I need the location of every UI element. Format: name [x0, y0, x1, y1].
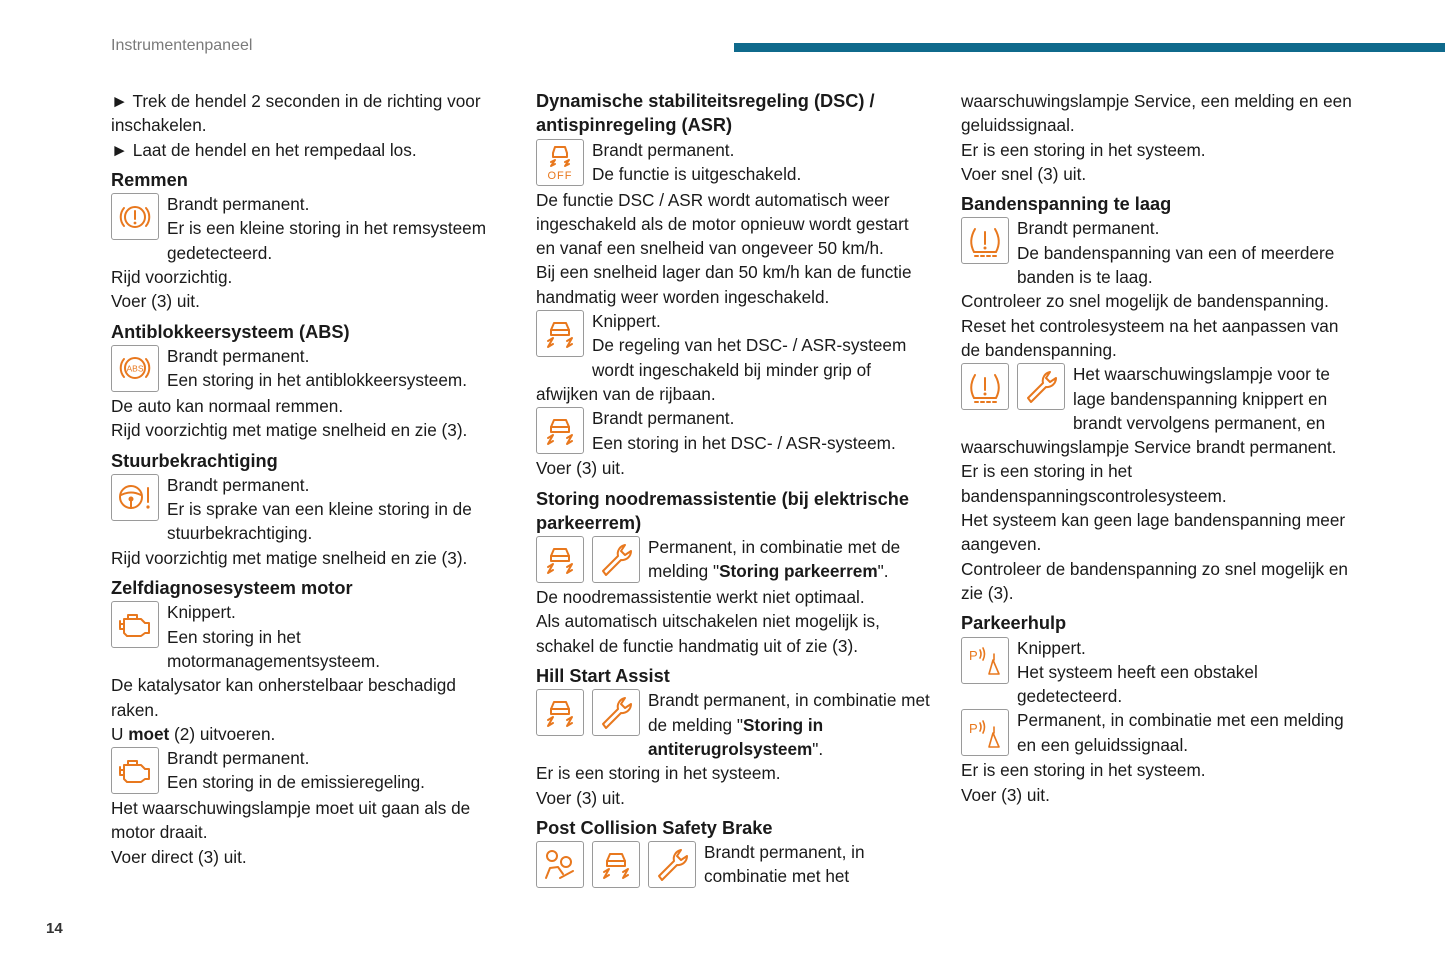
parking-sensor-icon	[961, 709, 1009, 756]
section-post-collision	[536, 816, 931, 889]
section-heading: Storing noodremassistentie (bij elektrische parkeerrem)	[536, 488, 909, 533]
power-steering-icon	[111, 474, 159, 521]
section-continued	[961, 89, 1361, 186]
paragraph: Er is een storing in het systeem.	[961, 139, 1206, 160]
section-title: Instrumentenpaneel	[111, 37, 253, 54]
paragraph: Er is een storing in het systeem.	[961, 760, 1206, 781]
section-zelfdiagnose	[111, 576, 506, 869]
section-heading: Remmen	[111, 169, 188, 190]
section-abs	[111, 320, 506, 443]
section-heading: Bandenspanning te laag	[961, 194, 1172, 215]
paragraph: Brandt permanent.	[167, 474, 310, 495]
paragraph: Voer (3) uit.	[536, 458, 625, 479]
paragraph: Knippert.	[592, 311, 661, 332]
section-stuurbekrachtiging	[111, 449, 506, 570]
paragraph: Voer (3) uit.	[536, 787, 625, 808]
paragraph: Voer direct (3) uit.	[111, 846, 247, 867]
engine-warning-icon	[111, 601, 159, 648]
paragraph: Er is sprake van een kleine storing in de stuurbekrachtiging.	[167, 499, 472, 544]
paragraph: Rijd voorzichtig met matige snelheid en zie (3).	[111, 420, 468, 441]
paragraph: Voer (3) uit.	[111, 291, 200, 312]
section-heading: Parkeerhulp	[961, 613, 1067, 634]
icon-group	[961, 637, 1009, 684]
wrench-icon	[648, 841, 696, 888]
paragraph: Het waarschuwingslampje voor te lage bandenspanning knippert en brandt vervolgens permanent, en waarschuwingslampje Service brandt permanent.	[961, 364, 1337, 458]
paragraph: Brandt permanent.	[592, 408, 735, 429]
icon-group	[536, 407, 584, 454]
icon-group	[111, 474, 159, 521]
paragraph: De functie is uitgeschakeld.	[592, 163, 802, 184]
paragraph: Brandt permanent.	[167, 748, 310, 769]
paragraph: Voer (3) uit.	[961, 784, 1050, 805]
paragraph: Het waarschuwingslampje moet uit gaan als de motor draait.	[111, 798, 471, 843]
paragraph: Als automatisch uitschakelen niet mogelijk is, schakel de functie handmatig uit of zie (3).	[536, 611, 880, 656]
section-heading: Zelfdiagnosesysteem motor	[111, 578, 353, 599]
paragraph: Brandt permanent, in combinatie met het	[704, 842, 865, 887]
paragraph: De bandenspanning van een of meerdere banden is te laag.	[1017, 242, 1335, 288]
paragraph: De regeling van het DSC- / ASR-systeem wordt ingeschakeld bij minder grip of afwijken van de rijbaan.	[536, 335, 907, 404]
icon-group	[961, 363, 1065, 410]
paragraph: De katalysator kan onherstelbaar beschadigd raken.	[111, 675, 456, 720]
airbag-icon	[536, 841, 584, 888]
section-remmen	[111, 168, 506, 314]
paragraph: Knippert.	[167, 602, 236, 623]
dsc-icon	[536, 407, 584, 454]
section-bandenspanning	[961, 192, 1361, 605]
paragraph: Voer snel (3) uit.	[961, 163, 1087, 184]
section-heading: Dynamische stabiliteitsregeling (DSC) / antispinregeling (ASR)	[536, 91, 875, 136]
paragraph: De noodremassistentie werkt niet optimaal.	[536, 587, 865, 608]
icon-group	[536, 536, 640, 583]
paragraph: Brandt permanent.	[592, 139, 735, 160]
section-noodremassistentie	[536, 487, 931, 658]
section-heading: Post Collision Safety Brake	[536, 817, 773, 838]
paragraph: De auto kan normaal remmen.	[111, 395, 344, 416]
page-number: 14	[46, 920, 63, 937]
section-dsc	[536, 89, 931, 481]
dsc-icon	[536, 536, 584, 583]
section-heading: Antiblokkeersysteem (ABS)	[111, 321, 350, 342]
icon-group	[111, 747, 159, 794]
paragraph: Bij een snelheid lager dan 50 km/h kan de functie handmatig weer worden ingeschakeld.	[536, 262, 912, 307]
brake-warning-icon	[111, 193, 159, 240]
paragraph: Reset het controlesysteem na het aanpassen van de bandenspanning.	[961, 315, 1339, 360]
parking-sensor-icon	[961, 637, 1009, 684]
column-3	[961, 89, 1361, 807]
tyre-pressure-icon	[961, 363, 1009, 410]
section-parkeerhulp	[961, 611, 1361, 807]
paragraph: Er is een kleine storing in het remsysteem gedetecteerd.	[167, 218, 487, 263]
paragraph: Rijd voorzichtig.	[111, 267, 233, 288]
wrench-icon	[592, 536, 640, 583]
column-1	[111, 89, 506, 869]
paragraph: Brandt permanent, in combinatie met de melding "Storing in antiterugrolsysteem".	[648, 690, 930, 759]
icon-group	[536, 689, 640, 736]
paragraph: waarschuwingslampje Service, een melding en een geluidssignaal.	[961, 91, 1352, 136]
dsc-icon	[592, 841, 640, 888]
icon-group	[536, 139, 584, 186]
column-2	[536, 89, 931, 890]
icon-group	[961, 709, 1009, 756]
section-hill-start-assist	[536, 664, 931, 810]
tyre-pressure-icon	[961, 217, 1009, 264]
paragraph: ► Laat de hendel en het rempedaal los.	[111, 139, 417, 160]
abs-warning-icon	[111, 345, 159, 392]
paragraph: Brandt permanent.	[1017, 218, 1160, 239]
paragraph: Het systeem heeft een obstakel gedetecteerd.	[1017, 661, 1258, 707]
paragraph: Er is een storing in het bandenspanningscontrolesysteem.	[961, 461, 1227, 506]
paragraph: Er is een storing in het systeem.	[536, 763, 781, 784]
paragraph: Brandt permanent.	[167, 345, 310, 366]
paragraph: Een storing in het DSC- / ASR-systeem.	[592, 432, 896, 453]
paragraph: Een storing in de emissieregeling.	[167, 772, 425, 793]
icon-group	[536, 841, 696, 888]
paragraph: U moet (2) uitvoeren.	[111, 723, 276, 744]
dsc-icon	[536, 689, 584, 736]
accent-bar	[734, 43, 1445, 52]
off-label: OFF	[547, 169, 573, 182]
engine-warning-icon	[111, 747, 159, 794]
paragraph: Het systeem kan geen lage bandenspanning meer aangeven.	[961, 510, 1346, 555]
dsc-off-icon	[536, 139, 584, 186]
section-heading: Stuurbekrachtiging	[111, 450, 278, 471]
wrench-icon	[592, 689, 640, 736]
paragraph: De functie DSC / ASR wordt automatisch weer ingeschakeld als de motor opnieuw wordt gestart en vanaf een snelheid van ongeveer 50 km/h.	[536, 189, 909, 259]
icon-group	[536, 310, 584, 357]
paragraph: Knippert.	[1017, 637, 1086, 658]
paragraph: Controleer de bandenspanning zo snel mogelijk en zie (3).	[961, 558, 1348, 603]
paragraph: Permanent, in combinatie met de melding "Storing parkeerrem".	[648, 537, 901, 582]
icon-group	[961, 217, 1009, 264]
paragraph: Een storing in het motormanagementsysteem.	[167, 626, 381, 671]
section-heading: Hill Start Assist	[536, 666, 670, 687]
paragraph: Een storing in het antiblokkeersysteem.	[167, 370, 467, 391]
icon-group	[111, 193, 159, 240]
paragraph: Brandt permanent.	[167, 194, 310, 215]
paragraph: Rijd voorzichtig met matige snelheid en zie (3).	[111, 547, 468, 568]
paragraph: ► Trek de hendel 2 seconden in de richting voor inschakelen.	[111, 91, 481, 136]
wrench-icon	[1017, 363, 1065, 410]
paragraph: Permanent, in combinatie met een melding en een geluidssignaal.	[1017, 710, 1344, 755]
paragraph: Controleer zo snel mogelijk de bandenspanning.	[961, 291, 1329, 312]
icon-group	[111, 601, 159, 648]
dsc-icon	[536, 310, 584, 357]
icon-group	[111, 345, 159, 392]
